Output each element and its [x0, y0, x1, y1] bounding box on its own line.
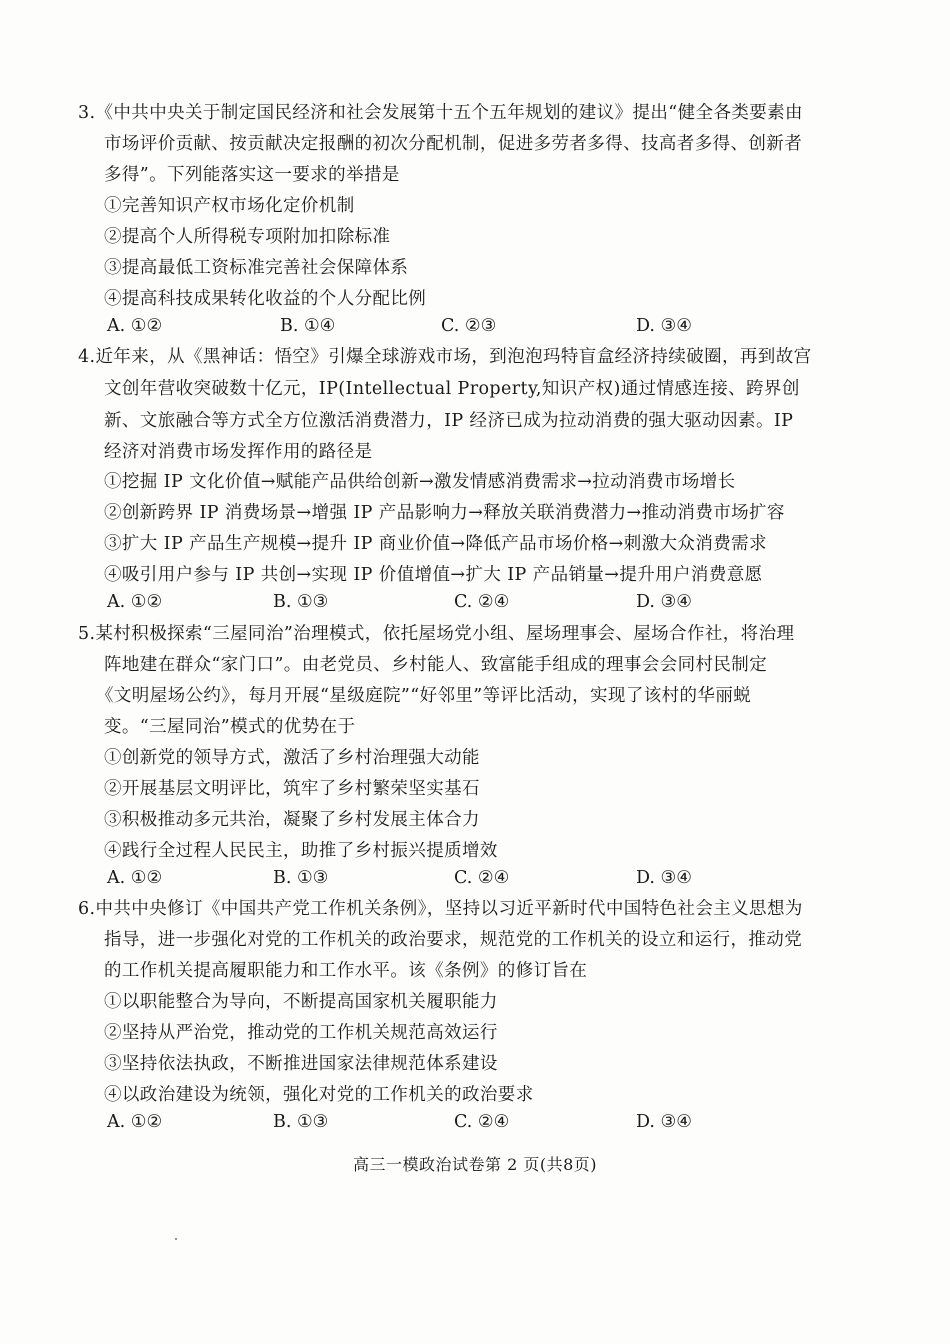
- option-d: D. ③④: [636, 868, 692, 888]
- question-stem-line: 阵地建在群众“家门口”。由老党员、乡村能人、致富能手组成的理事会会同村民制定: [104, 655, 768, 675]
- option-d: D. ③④: [636, 1112, 692, 1132]
- question-stem-line: 4.近年来，从《黑神话：悟空》引爆全球游戏市场，到泡泡玛特盲盒经济持续破圈，再到故宫: [78, 347, 812, 367]
- question-stem-line: 新、文旅融合等方式全方位激活消费潜力，IP 经济已成为拉动消费的强大驱动因素。IP: [104, 411, 794, 431]
- statement-item: ②开展基层文明评比，筑牢了乡村繁荣坚实基石: [104, 779, 480, 799]
- question-stem-line: 3.《中共中央关于制定国民经济和社会发展第十五个五年规划的建议》提出“健全各类要素由: [78, 103, 803, 123]
- statement-item: ③坚持依法执政，不断推进国家法律规范体系建设: [104, 1054, 498, 1074]
- option-a: A. ①②: [107, 592, 163, 612]
- statement-item: ③提高最低工资标准完善社会保障体系: [104, 258, 409, 278]
- question-stem-line: 多得”。下列能落实这一要求的举措是: [104, 165, 400, 185]
- option-c: C. ②④: [454, 592, 510, 612]
- statement-item: ④践行全过程人民民主，助推了乡村振兴提质增效: [104, 841, 498, 861]
- option-c: C. ②④: [454, 868, 510, 888]
- option-d: D. ③④: [636, 592, 692, 612]
- option-b: B. ①③: [273, 868, 329, 888]
- statement-item: ①创新党的领导方式，激活了乡村治理强大动能: [104, 748, 480, 768]
- statement-item: ②创新跨界 IP 消费场景→增强 IP 产品影响力→释放关联消费潜力→推动消费市场扩容: [104, 503, 785, 523]
- question-stem-line: 经济对消费市场发挥作用的路径是: [104, 442, 373, 462]
- option-b: B. ①③: [273, 1112, 329, 1132]
- question-stem-line: 指导，进一步强化对党的工作机关的政治要求，规范党的工作机关的设立和运行，推动党: [104, 930, 803, 950]
- statement-item: ①以职能整合为导向，不断提高国家机关履职能力: [104, 992, 498, 1012]
- statement-item: ③积极推动多元共治，凝聚了乡村发展主体合力: [104, 810, 480, 830]
- option-a: A. ①②: [107, 316, 163, 336]
- statement-item: ②坚持从严治党，推动党的工作机关规范高效运行: [104, 1023, 498, 1043]
- question-stem-line: 6.中共中央修订《中国共产党工作机关条例》，坚持以习近平新时代中国特色社会主义思想为: [78, 899, 803, 919]
- question-stem-line: 的工作机关提高履职能力和工作水平。该《条例》的修订旨在: [104, 961, 588, 981]
- question-stem-line: 变。“三屋同治”模式的优势在于: [104, 717, 356, 737]
- statement-item: ④吸引用户参与 IP 共创→实现 IP 价值增值→扩大 IP 产品销量→提升用户消费意愿: [104, 565, 763, 585]
- option-b: B. ①④: [280, 316, 336, 336]
- statement-item: ④提高科技成果转化收益的个人分配比例: [104, 289, 427, 309]
- scan-speck: [175, 1238, 177, 1240]
- statement-item: ④以政治建设为统领，强化对党的工作机关的政治要求: [104, 1085, 534, 1105]
- question-stem-line: 市场评价贡献、按贡献决定报酬的初次分配机制，促进多劳者多得、技高者多得、创新者: [104, 134, 803, 154]
- option-c: C. ②③: [441, 316, 497, 336]
- statement-item: ①挖掘 IP 文化价值→赋能产品供给创新→激发情感消费需求→拉动消费市场增长: [104, 472, 736, 492]
- option-a: A. ①②: [107, 868, 163, 888]
- question-stem-line: 5.某村积极探索“三屋同治”治理模式，依托屋场党小组、屋场理事会、屋场合作社，将治理: [78, 624, 795, 644]
- statement-item: ③扩大 IP 产品生产规模→提升 IP 商业价值→降低产品市场价格→刺激大众消费需求: [104, 534, 767, 554]
- statement-item: ①完善知识产权市场化定价机制: [104, 196, 355, 216]
- question-stem-line: 《文明屋场公约》，每月开展“星级庭院”“好邻里”等评比活动，实现了该村的华丽蜕: [96, 686, 752, 706]
- statement-item: ②提高个人所得税专项附加扣除标准: [104, 227, 391, 247]
- option-b: B. ①③: [273, 592, 329, 612]
- page-footer: 高三一模政治试卷第 2 页(共8页): [352, 1155, 598, 1174]
- option-d: D. ③④: [636, 316, 692, 336]
- question-stem-line: 文创年营收突破数十亿元，IP(Intellectual Property,知识产权)通过情感连接、跨界创: [104, 379, 800, 399]
- option-c: C. ②④: [454, 1112, 510, 1132]
- option-a: A. ①②: [107, 1112, 163, 1132]
